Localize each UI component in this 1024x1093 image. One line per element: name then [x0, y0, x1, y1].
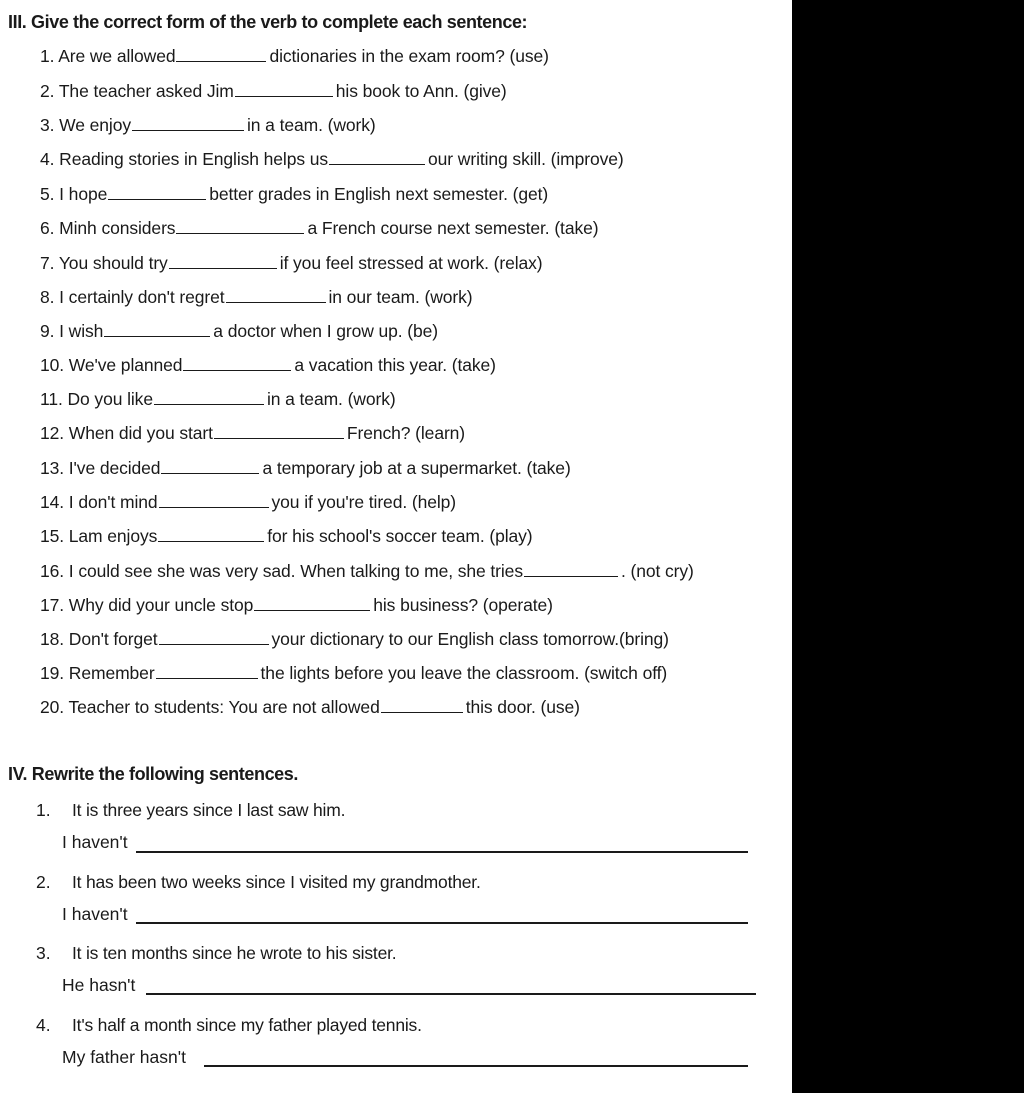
exercise-item-1	[40, 46, 549, 67]
exercise-rest: a French course next semester. (take)	[307, 218, 599, 238]
exercise-prompt: 2. The teacher asked Jim	[40, 81, 234, 101]
exercise-prompt: 12. When did you start	[40, 423, 213, 443]
answer-blank[interactable]	[108, 185, 206, 200]
exercise-item-16	[40, 561, 694, 582]
exercise-prompt: 8. I certainly don't regret	[40, 287, 225, 307]
answer-blank[interactable]	[132, 116, 244, 131]
rewrite-answer-line[interactable]	[136, 851, 748, 853]
answer-blank[interactable]	[183, 356, 291, 371]
answer-blank[interactable]	[235, 82, 333, 97]
rewrite-answer-line[interactable]	[204, 1065, 748, 1067]
exercise-item-2	[40, 81, 507, 102]
rewrite-answer-start: He hasn't	[62, 975, 136, 995]
rewrite-number: 2.	[36, 872, 51, 892]
exercise-rest: . (not cry)	[620, 561, 694, 581]
exercise-prompt: 17. Why did your uncle stop	[40, 595, 254, 615]
rewrite-answer-line[interactable]	[146, 993, 756, 995]
rewrite-answer-start: My father hasn't	[62, 1047, 186, 1067]
exercise-item-11	[40, 389, 396, 410]
exercise-rest: his book to Ann. (give)	[335, 81, 507, 101]
exercise-prompt: 6. Minh considers	[40, 218, 176, 238]
exercise-prompt: 10. We've planned	[40, 355, 183, 375]
answer-blank[interactable]	[156, 664, 258, 679]
exercise-item-7	[40, 253, 543, 274]
exercise-prompt: 19. Remember	[40, 663, 155, 683]
exercise-rest: dictionaries in the exam room? (use)	[269, 46, 549, 66]
exercise-prompt: 15. Lam enjoys	[40, 526, 158, 546]
exercise-rest: a doctor when I grow up. (be)	[213, 321, 439, 341]
exercise-rest: French? (learn)	[346, 423, 466, 443]
exercise-rest: in a team. (work)	[247, 115, 376, 135]
exercise-item-19	[40, 663, 667, 684]
answer-blank[interactable]	[176, 219, 304, 234]
exercise-item-8	[40, 287, 472, 308]
exercise-prompt: 4. Reading stories in English helps us	[40, 149, 329, 169]
answer-blank[interactable]	[104, 322, 210, 337]
exercise-item-5	[40, 184, 548, 205]
answer-blank[interactable]	[381, 698, 463, 713]
exercise-prompt: 11. Do you like	[40, 389, 153, 409]
exercise-prompt: 1. Are we allowed	[40, 46, 176, 66]
exercise-prompt: 14. I don't mind	[40, 492, 158, 512]
answer-blank[interactable]	[176, 47, 266, 62]
exercise-prompt: 16. I could see she was very sad. When talking to me, she tries	[40, 561, 523, 581]
section-4-title: IV. Rewrite the following sentences.	[8, 764, 299, 784]
rewrite-question: It is ten months since he wrote to his sister.	[72, 943, 397, 963]
exercise-prompt: 9. I wish	[40, 321, 104, 341]
answer-blank[interactable]	[158, 527, 264, 542]
exercise-rest: our writing skill. (improve)	[428, 149, 624, 169]
rewrite-question: It's half a month since my father played tennis.	[72, 1015, 422, 1035]
exercise-prompt: 5. I hope	[40, 184, 108, 204]
exercise-rest: this door. (use)	[465, 697, 580, 717]
exercise-item-3	[40, 115, 376, 136]
exercise-item-9	[40, 321, 438, 342]
exercise-item-13	[40, 458, 571, 479]
exercise-item-15	[40, 526, 533, 547]
rewrite-question: It has been two weeks since I visited my grandmother.	[72, 872, 481, 892]
exercise-item-4	[40, 149, 624, 170]
answer-blank[interactable]	[214, 424, 344, 439]
exercise-rest: in a team. (work)	[266, 389, 396, 409]
answer-blank[interactable]	[524, 562, 618, 577]
answer-blank[interactable]	[329, 150, 425, 165]
answer-blank[interactable]	[254, 596, 370, 611]
rewrite-number: 4.	[36, 1015, 51, 1035]
exercise-prompt: 13. I've decided	[40, 458, 161, 478]
exercise-rest: if you feel stressed at work. (relax)	[279, 253, 543, 273]
exercise-rest: his business? (operate)	[373, 595, 553, 615]
exercise-rest: better grades in English next semester. (get)	[209, 184, 549, 204]
answer-blank[interactable]	[161, 459, 259, 474]
exercise-item-18	[40, 629, 669, 650]
rewrite-number: 1.	[36, 800, 51, 820]
exercise-rest: a temporary job at a supermarket. (take)	[262, 458, 571, 478]
exercise-item-6	[40, 218, 598, 239]
rewrite-answer-start: I haven't	[62, 904, 128, 924]
exercise-item-12	[40, 423, 465, 444]
exercise-rest: you if you're tired. (help)	[271, 492, 456, 512]
exercise-item-10	[40, 355, 496, 376]
answer-blank[interactable]	[169, 254, 277, 269]
exercise-item-20	[40, 697, 580, 718]
exercise-prompt: 18. Don't forget	[40, 629, 158, 649]
exercise-rest: for his school's soccer team. (play)	[267, 526, 533, 546]
exercise-rest: your dictionary to our English class tomorrow.(bring)	[271, 629, 669, 649]
exercise-item-17	[40, 595, 553, 616]
exercise-prompt: 20. Teacher to students: You are not allowed	[40, 697, 380, 717]
exercise-item-14	[40, 492, 456, 513]
answer-blank[interactable]	[159, 630, 269, 645]
exercise-rest: in our team. (work)	[328, 287, 473, 307]
answer-blank[interactable]	[154, 390, 264, 405]
rewrite-answer-start: I haven't	[62, 832, 128, 852]
exercise-prompt: 3. We enjoy	[40, 115, 131, 135]
rewrite-question: It is three years since I last saw him.	[72, 800, 346, 820]
rewrite-answer-line[interactable]	[136, 922, 748, 924]
exercise-prompt: 7. You should try	[40, 253, 168, 273]
section-3-title: III. Give the correct form of the verb to complete each sentence:	[8, 12, 528, 32]
exercise-rest: a vacation this year. (take)	[294, 355, 496, 375]
exercise-rest: the lights before you leave the classroom. (switch off)	[260, 663, 668, 683]
answer-blank[interactable]	[159, 493, 269, 508]
rewrite-number: 3.	[36, 943, 51, 963]
answer-blank[interactable]	[226, 288, 326, 303]
